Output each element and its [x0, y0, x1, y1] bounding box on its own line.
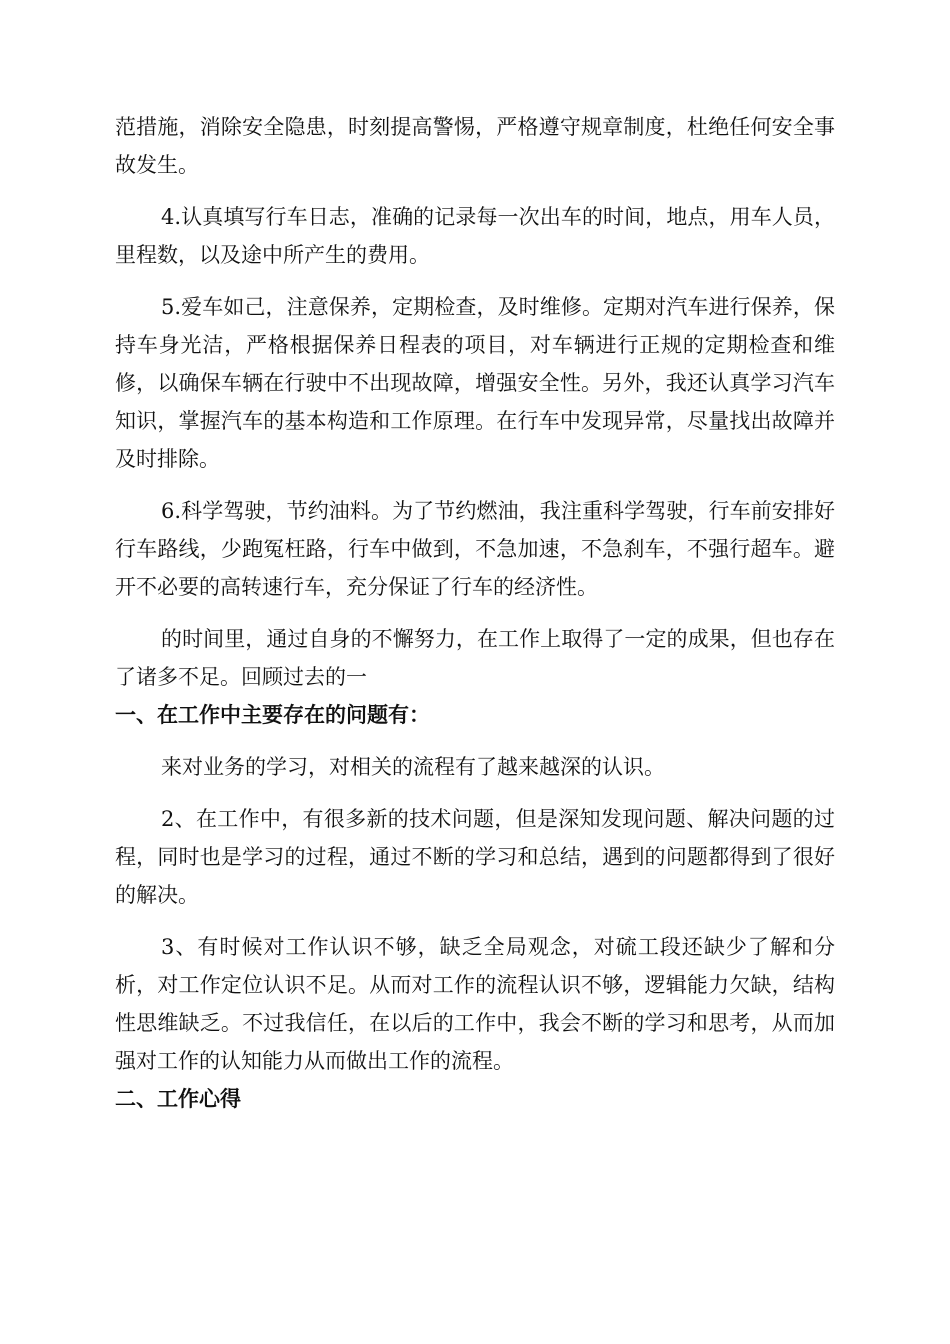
paragraph-review: 的时间里，通过自身的不懈努力，在工作上取得了一定的成果，但也存在了诸多不足。回顾过去的一	[115, 627, 835, 689]
paragraph-business-learning: 来对业务的学习，对相关的流程有了越来越深的认识。	[161, 755, 665, 779]
paragraph-work-understanding: 3、有时候对工作认识不够，缺乏全局观念，对硫工段还缺少了解和分析，对工作定位认识不足。从而对工作的流程认识不够，逻辑能力欠缺，结构性思维缺乏。不过我信任，在以后的工作中，我会不断的学习和思考，从而加强对工作的认知能力从而做出工作的流程。	[115, 935, 835, 1073]
paragraph-technical-problems: 2、在工作中，有很多新的技术问题，但是深知发现问题、解决问题的过程，同时也是学习的过程，通过不断的学习和总结，遇到的问题都得到了很好的解决。	[115, 807, 835, 907]
section-heading-experience: 二、工作心得	[115, 1087, 241, 1111]
paragraph-safety-measures: 范措施，消除安全隐患，时刻提高警惕，严格遵守规章制度，杜绝任何安全事故发生。	[115, 115, 835, 177]
paragraph-vehicle-maintenance: 5.爱车如己，注意保养，定期检查，及时维修。定期对汽车进行保养，保持车身光洁，严格根据保养日程表的项目，对车辆进行正规的定期检查和维修，以确保车辆在行驶中不出现故障，增强安全性。另外，我还认真学习汽车知识，掌握汽车的基本构造和工作原理。在行车中发现异常，尽量找出故障并及时排除。	[115, 295, 835, 471]
paragraph-driving-log: 4.认真填写行车日志，准确的记录每一次出车的时间，地点，用车人员，里程数，以及途中所产生的费用。	[115, 205, 835, 267]
paragraph-scientific-driving: 6.科学驾驶，节约油料。为了节约燃油，我注重科学驾驶，行车前安排好行车路线，少跑冤枉路，行车中做到，不急加速，不急刹车，不强行超车。避开不必要的高转速行车，充分保证了行车的经济性。	[115, 499, 835, 599]
document-page	[115, 108, 835, 1118]
section-heading-problems: 一、在工作中主要存在的问题有：	[115, 703, 430, 727]
